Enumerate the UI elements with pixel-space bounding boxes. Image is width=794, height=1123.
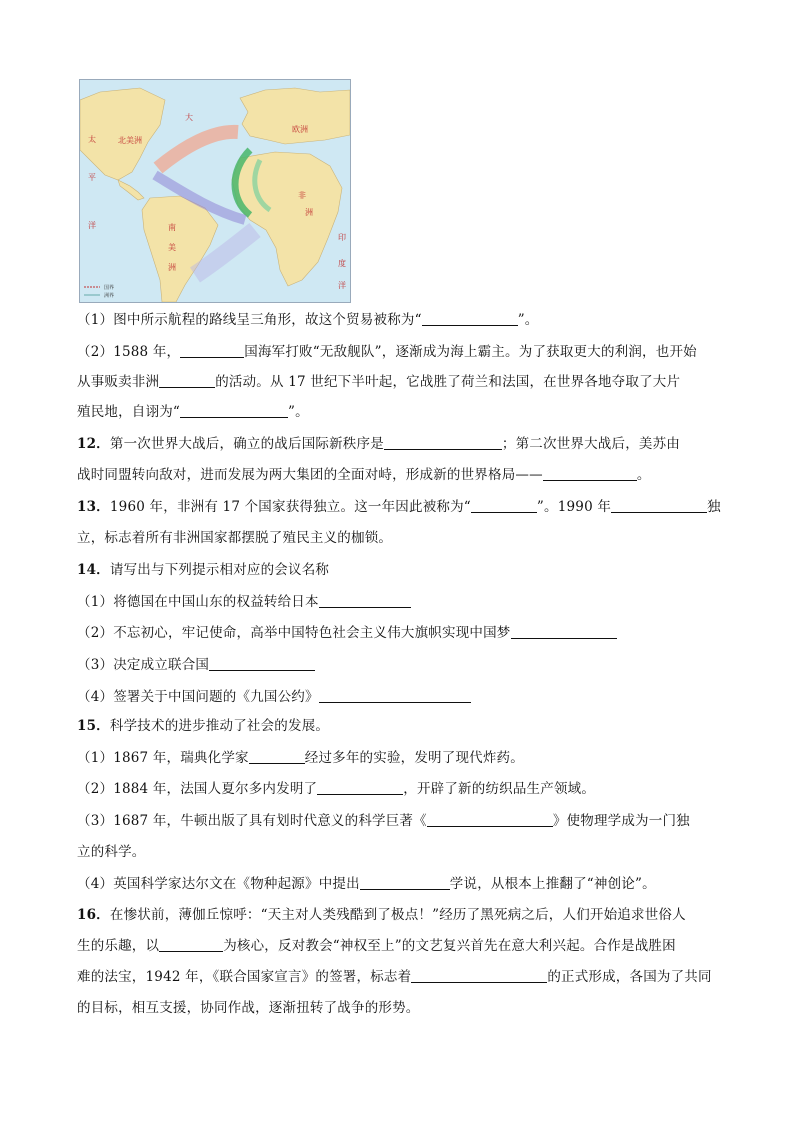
q15-text: （1）1867 年，瑞典化学家 (77, 750, 249, 766)
q15-text: ，开辟了新的纺织品生产领域。 (403, 781, 596, 797)
svg-text:南: 南 (168, 223, 176, 232)
q13-text: ”。1990 年 (536, 499, 612, 515)
q11-text: 从事贩卖非洲 (77, 374, 160, 390)
q14-item-text: （2）不忘初心，牢记使命，高举中国特色社会主义伟大旗帜实现中国梦 (77, 625, 511, 641)
svg-text:印: 印 (338, 233, 346, 242)
q12-text: ；第二次世界大战后，美苏由 (501, 436, 680, 452)
q11-part1-text: （1）图中所示航程的路线呈三角形，故这个贸易被称为“ (77, 312, 422, 328)
q16-text: 在惨状前，薄伽丘惊呼：“天主对人类残酷到了极点！”经历了黑死病之后，人们开始追求世俗人 (109, 907, 686, 923)
q11-part2-line3 (77, 402, 309, 422)
svg-text:洋: 洋 (88, 221, 96, 230)
svg-text:北美洲: 北美洲 (118, 136, 142, 145)
question-13-line2 (77, 528, 392, 548)
question-12-line1 (77, 434, 680, 454)
atlantic-triangle-trade-map (79, 79, 351, 303)
q12-text: 。 (636, 467, 651, 483)
q11-text: ”。 (288, 404, 309, 420)
answer-blank[interactable] (611, 498, 707, 513)
q13-text: 独 (707, 499, 721, 515)
q14-item-text: （1）将德国在中国山东的权益转给日本 (77, 594, 319, 610)
q15-text: 经过多年的实验，发明了现代炸药。 (304, 750, 524, 766)
q16-text: 生的乐趣，以 (77, 938, 160, 954)
q14-item-text: （4）签署关于中国问题的《九国公约》 (77, 689, 319, 705)
question-number: 16． (77, 907, 110, 923)
question-number: 13． (77, 499, 110, 515)
q11-part1 (77, 310, 539, 330)
q15-part2 (77, 779, 595, 799)
question-15-title (77, 716, 329, 736)
q15-text: 》使物理学成为一门独 (552, 813, 690, 829)
svg-text:洋: 洋 (338, 281, 346, 290)
q14-item-4 (77, 687, 471, 707)
answer-blank[interactable] (180, 403, 288, 418)
question-16-line3 (77, 967, 712, 987)
q16-text: 为核心，反对教会“神权至上”的文艺复兴首先在意大利兴起。合作是战胜困 (223, 938, 676, 954)
q16-text: 的正式形成，各国为了共同 (547, 969, 712, 985)
q15-text: （2）1884 年，法国人夏尔多内发明了 (77, 781, 318, 797)
answer-blank[interactable] (411, 968, 547, 983)
q15-part3-line2 (77, 842, 146, 862)
q12-text: 第一次世界大战后，确立的战后国际新秩序是 (109, 436, 384, 452)
question-number: 15． (77, 718, 110, 734)
svg-text:非: 非 (298, 191, 306, 200)
q14-item-text: （3）决定成立联合国 (77, 657, 210, 673)
q11-part2-line1 (77, 342, 719, 362)
q15-part3-line1 (77, 811, 690, 831)
q15-title-text: 科学技术的进步推动了社会的发展。 (109, 718, 330, 734)
answer-blank[interactable] (249, 749, 305, 764)
q15-text: （4）英国科学家达尔文在《物种起源》中提出 (77, 876, 360, 892)
answer-blank[interactable] (422, 311, 518, 326)
q15-part4 (77, 874, 656, 894)
q11-part2-line2 (77, 372, 719, 392)
q13-text: 立，标志着所有非洲国家都摆脱了殖民主义的枷锁。 (77, 530, 393, 546)
question-number: 12． (77, 436, 110, 452)
answer-blank[interactable] (159, 373, 215, 388)
question-16-line2 (77, 936, 676, 956)
question-16-line4 (77, 998, 420, 1018)
q11-text: 的活动。从 17 世纪下半叶起，它战胜了荷兰和法国，在世界各地夺取了大片 (215, 374, 681, 390)
question-13-line1 (77, 497, 721, 517)
q14-item-3 (77, 655, 315, 675)
map-graphic (80, 80, 350, 302)
answer-blank[interactable] (319, 593, 411, 608)
answer-blank[interactable] (180, 343, 244, 358)
svg-text:洲: 洲 (168, 263, 176, 272)
question-number: 14． (77, 562, 110, 578)
q15-part1 (77, 748, 524, 768)
q12-text: 战时同盟转向敌对，进而发展为两大集团的全面对峙，形成新的世界格局—— (77, 467, 543, 483)
q13-text: 1960 年，非洲有 17 个国家获得独立。这一年因此被称为“ (109, 499, 471, 515)
svg-text:太: 太 (88, 135, 96, 144)
svg-text:洲界: 洲界 (104, 293, 115, 299)
answer-blank[interactable] (209, 656, 315, 671)
q16-text: 的目标，相互支援，协同作战，逐渐扭转了战争的形势。 (77, 1000, 420, 1016)
answer-blank[interactable] (427, 812, 553, 827)
svg-text:国界: 国界 (104, 285, 115, 291)
svg-text:平: 平 (88, 173, 96, 182)
answer-blank[interactable] (317, 780, 403, 795)
q11-text: 国海军打败“无敌舰队”，逐渐成为海上霸主。为了获取更大的利润，也开始 (244, 344, 697, 360)
question-12-line2 (77, 465, 651, 485)
q11-part1-end: ”。 (517, 312, 539, 328)
answer-blank[interactable] (384, 435, 502, 450)
q11-text: 殖民地，自诩为“ (77, 404, 181, 420)
q15-text: （3）1687 年，牛顿出版了具有划时代意义的科学巨著《 (77, 813, 427, 829)
answer-blank[interactable] (471, 498, 537, 513)
question-14-title (77, 560, 329, 580)
svg-text:大: 大 (185, 113, 193, 122)
answer-blank[interactable] (159, 937, 223, 952)
answer-blank[interactable] (360, 875, 450, 890)
q14-title-text: 请写出与下列提示相对应的会议名称 (109, 562, 330, 578)
q16-text: 难的法宝，1942 年，《联合国家宣言》的签署，标志着 (77, 969, 412, 985)
q15-text: 立的科学。 (77, 844, 146, 860)
q14-item-2 (77, 623, 617, 643)
svg-text:欧洲: 欧洲 (292, 125, 308, 134)
answer-blank[interactable] (511, 624, 617, 639)
question-16-line1 (77, 905, 686, 925)
answer-blank[interactable] (319, 688, 471, 703)
answer-blank[interactable] (543, 466, 637, 481)
q11-text: （2）1588 年， (77, 344, 181, 360)
svg-text:洲: 洲 (305, 208, 313, 217)
svg-text:度: 度 (338, 259, 346, 268)
q14-item-1 (77, 592, 411, 612)
q15-text: 学说，从根本上推翻了“神创论”。 (449, 876, 656, 892)
svg-text:美: 美 (168, 243, 176, 252)
